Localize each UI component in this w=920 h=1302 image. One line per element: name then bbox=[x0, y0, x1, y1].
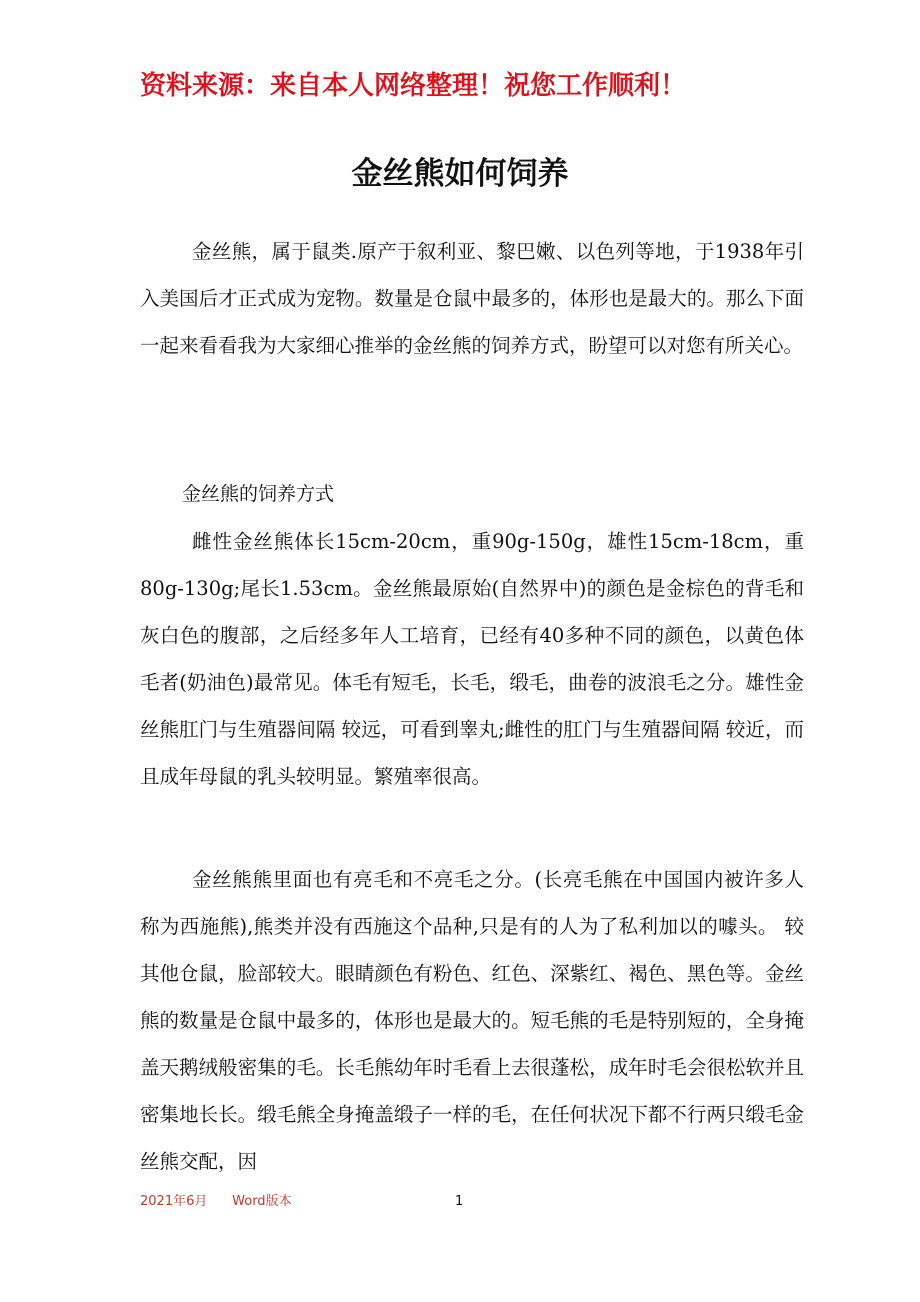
body-paragraph-2: 雌性金丝熊体长15cm-20cm，重90g-150g，雄性15cm-18cm，重80g-130g;尾长1.53cm。金丝熊最原始(自然界中)的颜色是金棕色的背毛和灰白色的腹部，之后经多年人工培育，已经有40多种不同的颜色，以黄色体毛者(奶油色)最常见。体毛有短毛，长毛，缎毛，曲卷的波浪毛之分。雄性金丝熊肛门与生殖器间隔 较远，可看到睾丸;雌性的肛门与生殖器间隔 较近，而且成年母鼠的乳头较明显。繁殖率很高。 bbox=[140, 530, 804, 788]
source-banner: 资料来源：来自本人网络整理！祝您工作顺利！ bbox=[140, 71, 687, 101]
body-paragraph-3: 金丝熊熊里面也有亮毛和不亮毛之分。(长亮毛熊在中国国内被许多人称为西施熊),熊类并没有西施这个品种,只是有的人为了私利加以的噱头。 较其他仓鼠，脸部较大。眼睛颜色有粉色、红色、深紫红、褐色、黑色等。金丝熊的数量是仓鼠中最多的，体形也是最大的。短毛熊的毛是特别短的，全身掩盖天鹅绒般密集的毛。长毛熊幼年时毛看上去很蓬松，成年时毛会很松软并且密集地长长。缎毛熊全身掩盖缎子一样的毛，在任何状况下都不行两只缎毛金丝熊交配，因 bbox=[140, 868, 804, 1173]
section-heading: 金丝熊的饲养方式 bbox=[182, 483, 335, 505]
document-title: 金丝熊如何饲养 bbox=[351, 156, 569, 192]
footer-page-number: 1 bbox=[455, 1194, 464, 1209]
intro-paragraph: 金丝熊，属于鼠类.原产于叙利亚、黎巴嫩、以色列等地，于1938年引入美国后才正式成为宠物。数量是仓鼠中最多的，体形也是最大的。那么下面一起来看看我为大家细心推举的金丝熊的饲养方式，盼望可以对您有所关心。 bbox=[140, 240, 804, 357]
footer-date-version: 2021年6月 Word版本 bbox=[140, 1194, 292, 1209]
